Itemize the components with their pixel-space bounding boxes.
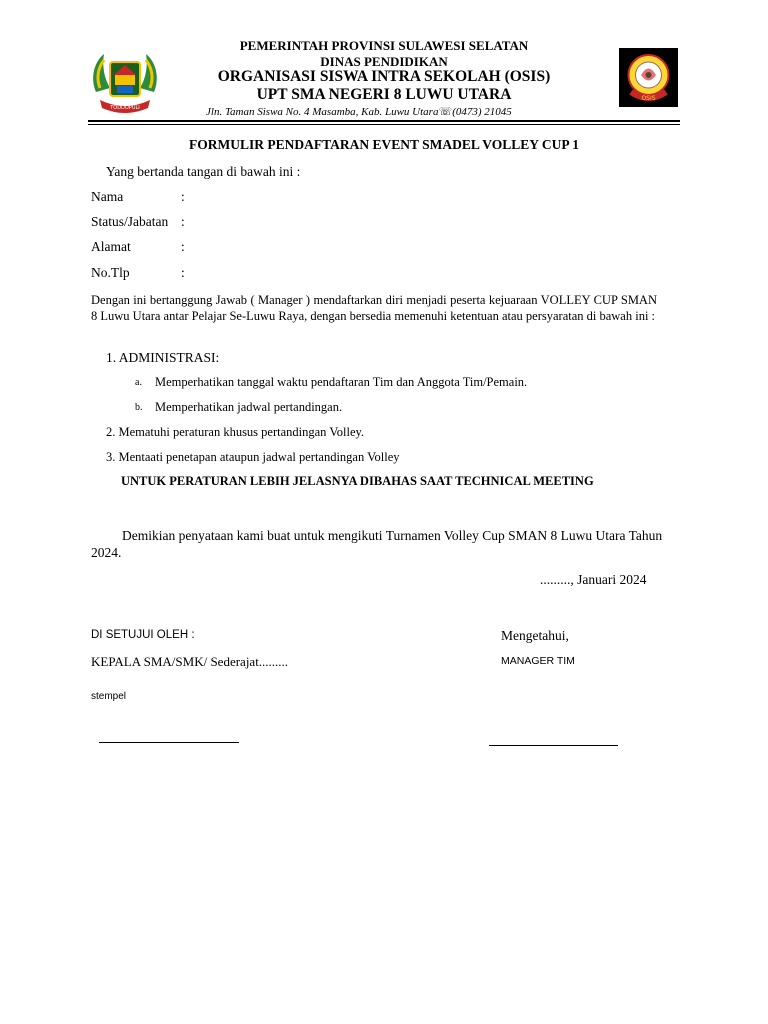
form-intro: Yang bertanda tangan di bawah ini :	[106, 164, 301, 179]
letterhead-address: Jln. Taman Siswa No. 4 Masamba, Kab. Luwu Utara	[206, 106, 439, 118]
letterhead-rule-thick	[88, 120, 680, 122]
rule-sub-a: Memperhatikan tanggal waktu pendaftaran Tim dan Anggota Tim/Pemain.	[155, 375, 528, 389]
manager-role: MANAGER TIM	[501, 655, 575, 667]
emblem-banner-text: TODDOPULI	[110, 105, 140, 111]
manager-signature-line	[489, 745, 618, 746]
letterhead-rule-thin	[88, 124, 680, 125]
acknowledgement-heading: Mengetahui,	[501, 628, 569, 643]
field-label-nama: Nama	[91, 189, 124, 204]
rule-sub-a-marker: a.	[135, 377, 142, 388]
principal-role: KEPALA SMA/SMK/ Sederajat.........	[91, 654, 289, 669]
field-sep-notlp: :	[181, 265, 185, 280]
rule-sub-b: Memperhatikan jadwal pertandingan.	[155, 400, 343, 414]
phone-icon: ☏	[438, 106, 453, 118]
osis-emblem-icon	[619, 48, 678, 107]
field-sep-nama: :	[181, 189, 185, 204]
approval-heading: DI SETUJUI OLEH :	[91, 629, 195, 641]
rule-item-2: 2. Mematuhi peraturan khusus pertandingan Volley.	[106, 425, 365, 439]
field-label-status: Status/Jabatan	[91, 214, 169, 229]
letterhead-line3: ORGANISASI SISWA INTRA SEKOLAH (OSIS)	[217, 68, 551, 85]
stamp-label: stempel	[91, 691, 127, 702]
field-label-notlp: No.Tlp	[91, 265, 130, 280]
technical-meeting-notice: UNTUK PERATURAN LEBIH JELASNYA DIBAHAS SAAT TECHNICAL MEETING	[121, 474, 594, 488]
letterhead-line2: DINAS PENDIDIKAN	[320, 54, 448, 69]
date-line: ........., Januari 2024	[540, 572, 647, 587]
letterhead-line1: PEMERINTAH PROVINSI SULAWESI SELATAN	[239, 38, 529, 53]
letterhead-line4: UPT SMA NEGERI 8 LUWU UTARA	[256, 86, 512, 103]
rule-sub-b-marker: b.	[135, 402, 143, 413]
statement-paragraph: Dengan ini bertanggung Jawab ( Manager ) mendaftarkan diri menjadi peserta kejuaraan VOLLEY CUP SMAN 8 Luwu Utara antar Pelajar Se-Luwu Raya, dengan bersedia memenuhi ketentuan atau persyaratan di bawah ini :	[91, 293, 657, 323]
field-label-alamat: Alamat	[91, 239, 131, 254]
closing-paragraph: Demikian penyataan kami buat untuk mengikuti Turnamen Volley Cup SMAN 8 Luwu Utara Tahun 2024.	[91, 528, 663, 560]
field-sep-status: :	[181, 214, 185, 229]
principal-signature-line	[99, 742, 239, 743]
letterhead-address-line	[206, 105, 512, 118]
rule-item-3: 3. Mentaati penetapan ataupun jadwal pertandingan Volley	[106, 450, 400, 464]
field-sep-alamat: :	[181, 239, 185, 254]
letterhead-phone: (0473) 21045	[452, 106, 512, 118]
osis-emblem-text: OSIS	[641, 95, 656, 102]
form-title: FORMULIR PENDAFTARAN EVENT SMADEL VOLLEY CUP 1	[188, 137, 580, 152]
rule-item-1: 1. ADMINISTRASI:	[106, 350, 220, 365]
